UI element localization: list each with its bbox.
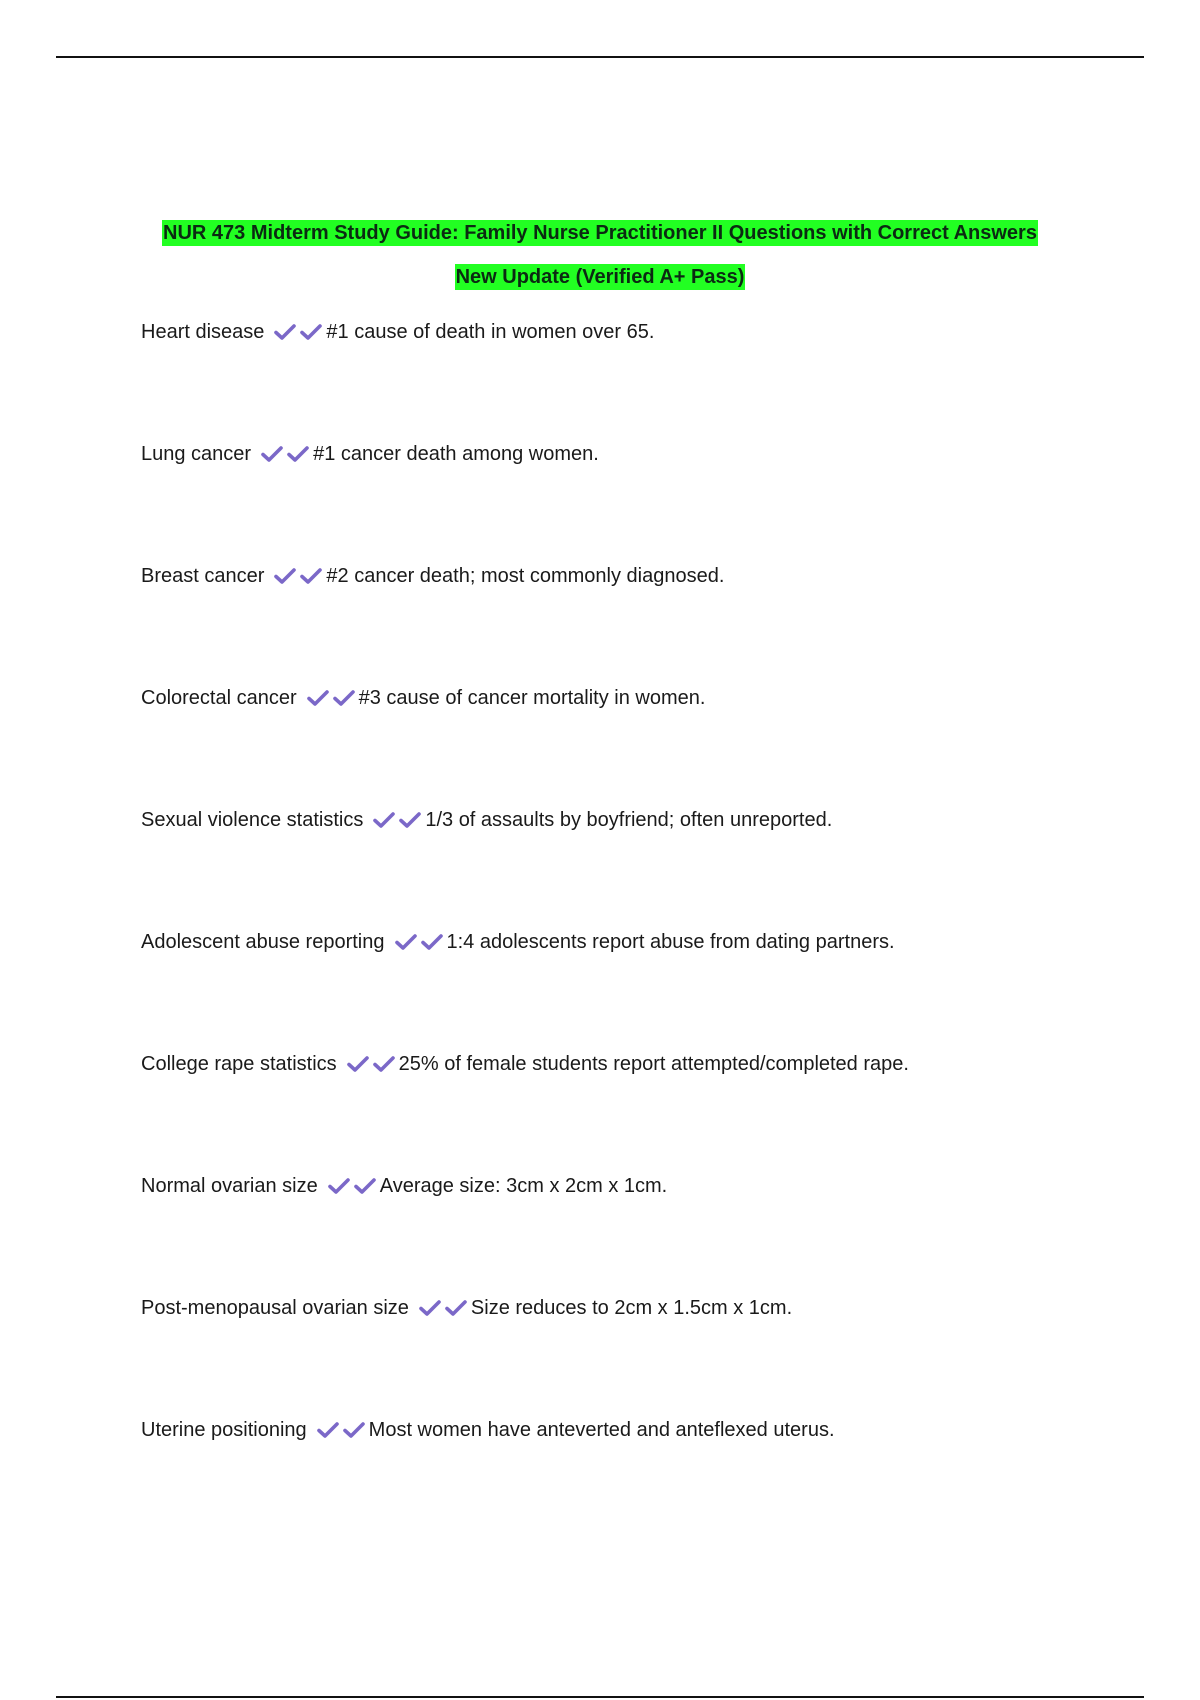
qa-term: Sexual violence statistics [141, 809, 364, 831]
qa-answer: #2 cancer death; most commonly diagnosed. [326, 565, 725, 587]
qa-item [141, 1294, 1141, 1416]
qa-term: Heart disease [141, 321, 265, 343]
checkmark-icon [274, 567, 296, 585]
double-check [326, 1175, 378, 1197]
checkmark-icon [300, 567, 322, 585]
checkmark-icon [373, 1055, 395, 1073]
qa-answer: #1 cause of death in women over 65. [326, 321, 655, 343]
qa-term: Normal ovarian size [141, 1175, 318, 1197]
checkmark-icon [354, 1177, 376, 1195]
qa-term: Lung cancer [141, 443, 252, 465]
checkmark-icon [274, 323, 296, 341]
qa-answer: Average size: 3cm x 2cm x 1cm. [379, 1175, 668, 1197]
double-check [393, 931, 445, 953]
qa-item [141, 318, 1141, 440]
qa-item [141, 806, 1141, 928]
qa-item [141, 1050, 1141, 1172]
checkmark-icon [347, 1055, 369, 1073]
checkmark-icon [317, 1421, 339, 1439]
qa-answer: Size reduces to 2cm x 1.5cm x 1cm. [470, 1297, 793, 1319]
checkmark-icon [333, 689, 355, 707]
header-rule [56, 56, 1144, 58]
qa-item [141, 1416, 1141, 1538]
qa-term: Adolescent abuse reporting [141, 931, 385, 953]
qa-answer: 1:4 adolescents report abuse from dating partners. [446, 931, 895, 953]
checkmark-icon [399, 811, 421, 829]
qa-item [141, 928, 1141, 1050]
double-check [272, 565, 324, 587]
checkmark-icon [419, 1299, 441, 1317]
qa-list [141, 318, 1141, 1538]
double-check [315, 1419, 367, 1441]
double-check [305, 687, 357, 709]
qa-answer: #1 cancer death among women. [313, 443, 599, 465]
checkmark-icon [300, 323, 322, 341]
checkmark-icon [445, 1299, 467, 1317]
title-line-1: NUR 473 Midterm Study Guide: Family Nurse Practitioner II Questions with Correct Answers [163, 222, 1037, 244]
double-check [259, 443, 311, 465]
qa-item [141, 440, 1141, 562]
document-title [0, 211, 1200, 299]
checkmark-icon [307, 689, 329, 707]
qa-answer: 1/3 of assaults by boyfriend; often unreported. [425, 809, 833, 831]
checkmark-icon [287, 445, 309, 463]
checkmark-icon [343, 1421, 365, 1439]
qa-term: College rape statistics [141, 1053, 337, 1075]
checkmark-icon [328, 1177, 350, 1195]
qa-term: Colorectal cancer [141, 687, 297, 709]
qa-item [141, 1172, 1141, 1294]
qa-item [141, 562, 1141, 684]
checkmark-icon [421, 933, 443, 951]
footer-rule [56, 1696, 1144, 1698]
double-check [272, 321, 324, 343]
qa-term: Uterine positioning [141, 1419, 307, 1441]
qa-item [141, 684, 1141, 806]
title-line-2: New Update (Verified A+ Pass) [455, 266, 745, 288]
checkmark-icon [395, 933, 417, 951]
qa-answer: #3 cause of cancer mortality in women. [358, 687, 706, 709]
checkmark-icon [261, 445, 283, 463]
checkmark-icon [373, 811, 395, 829]
qa-answer: Most women have anteverted and anteflexed uterus. [368, 1419, 835, 1441]
double-check [371, 809, 423, 831]
qa-term: Post-menopausal ovarian size [141, 1297, 409, 1319]
qa-term: Breast cancer [141, 565, 265, 587]
double-check [345, 1053, 397, 1075]
qa-answer: 25% of female students report attempted/completed rape. [398, 1053, 909, 1075]
double-check [417, 1297, 469, 1319]
